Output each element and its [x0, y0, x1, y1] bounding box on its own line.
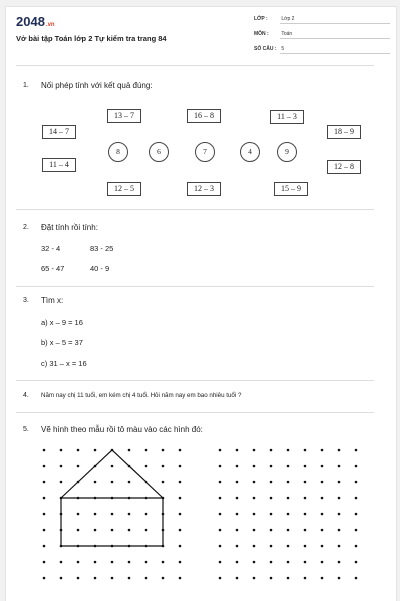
grid-dot	[304, 529, 307, 532]
grid-dot	[111, 513, 114, 516]
grid-dot	[236, 449, 239, 452]
grid-dot	[145, 465, 148, 468]
grid-dot	[304, 513, 307, 516]
grid-dot	[270, 561, 273, 564]
grid-dot	[321, 561, 324, 564]
grid-dot	[60, 449, 63, 452]
result-circle[interactable]: 9	[277, 142, 297, 162]
result-circle[interactable]: 7	[195, 142, 215, 162]
grid-dot	[179, 577, 182, 580]
grid-dot	[355, 545, 358, 548]
grid-dot	[145, 449, 148, 452]
expr-box[interactable]: 12 – 8	[327, 160, 361, 174]
meta-class-label: LỚP :	[254, 16, 268, 22]
grid-dot	[338, 497, 341, 500]
grid-dot	[253, 481, 256, 484]
q4-number: 4.	[23, 392, 29, 399]
grid-dot	[321, 577, 324, 580]
grid-dot	[236, 577, 239, 580]
grid-dot	[287, 497, 290, 500]
grid-dot	[304, 577, 307, 580]
expr-box[interactable]: 14 – 7	[42, 125, 76, 139]
grid-dot	[179, 465, 182, 468]
grid-dot	[43, 449, 46, 452]
grid-dot	[128, 577, 131, 580]
grid-dot	[253, 577, 256, 580]
q2-item: 83 - 25	[90, 244, 114, 253]
grid-dot	[287, 481, 290, 484]
q2-item: 40 - 9	[90, 264, 110, 273]
grid-dot	[219, 449, 222, 452]
grid-dot	[94, 577, 97, 580]
grid-dot	[270, 449, 273, 452]
grid-dot	[236, 465, 239, 468]
grid-dot	[338, 465, 341, 468]
dot-grid-drawing-area[interactable]	[212, 442, 362, 582]
grid-dot	[94, 513, 97, 516]
grid-dot	[162, 449, 165, 452]
expr-box[interactable]: 15 – 9	[274, 182, 308, 196]
grid-dot	[236, 497, 239, 500]
grid-dot	[43, 513, 46, 516]
expr-box[interactable]: 13 – 7	[107, 109, 141, 123]
grid-dot	[321, 481, 324, 484]
grid-dot	[253, 561, 256, 564]
grid-dot	[179, 449, 182, 452]
grid-dot	[43, 481, 46, 484]
grid-dot	[338, 449, 341, 452]
meta-subject-value: Toán	[281, 31, 293, 37]
grid-dot	[111, 561, 114, 564]
meta-subject-label: MÔN :	[254, 31, 269, 37]
grid-dot	[270, 577, 273, 580]
q1-text: Nối phép tính với kết quả đúng:	[41, 81, 153, 90]
grid-dot	[355, 497, 358, 500]
q2-item: 32 - 4	[41, 244, 61, 253]
grid-dot	[287, 449, 290, 452]
grid-dot	[162, 465, 165, 468]
grid-dot	[60, 481, 63, 484]
grid-dot	[355, 481, 358, 484]
grid-dot	[304, 465, 307, 468]
grid-dot	[128, 561, 131, 564]
grid-dot	[77, 561, 80, 564]
grid-dot	[77, 577, 80, 580]
grid-dot	[236, 545, 239, 548]
meta-count-value: 5	[281, 46, 285, 52]
grid-dot	[145, 513, 148, 516]
q4-text: Năm nay chị 11 tuổi, em kém chị 4 tuổi. Hỏi năm nay em bao nhiêu tuổi ?	[41, 392, 242, 399]
grid-dot	[94, 529, 97, 532]
grid-dot	[145, 561, 148, 564]
section-divider	[16, 286, 374, 287]
grid-dot	[219, 561, 222, 564]
grid-dot	[270, 497, 273, 500]
expr-box[interactable]: 12 – 3	[187, 182, 221, 196]
meta-count-label: SỐ CÂU :	[254, 46, 277, 52]
grid-dot	[43, 529, 46, 532]
house-shape	[61, 450, 163, 546]
grid-dot	[111, 529, 114, 532]
q3-text: Tìm x:	[41, 296, 64, 305]
grid-dot	[179, 513, 182, 516]
q3-item: a) x – 9 = 16	[41, 318, 83, 327]
q2-number: 2.	[23, 224, 29, 231]
grid-dot	[94, 561, 97, 564]
grid-dot	[270, 513, 273, 516]
grid-dot	[253, 513, 256, 516]
grid-dot	[128, 449, 131, 452]
q3-item: c) 31 – x = 16	[41, 359, 87, 368]
grid-dot	[287, 529, 290, 532]
grid-dot	[355, 465, 358, 468]
grid-dot	[162, 561, 165, 564]
result-circle[interactable]: 6	[149, 142, 169, 162]
grid-dot	[219, 577, 222, 580]
grid-dot	[60, 561, 63, 564]
grid-dot	[355, 561, 358, 564]
grid-dot	[338, 545, 341, 548]
expr-box[interactable]: 11 – 3	[270, 110, 304, 124]
grid-dot	[270, 545, 273, 548]
site-logo[interactable]: 2048.vn	[16, 14, 55, 29]
grid-dot	[111, 577, 114, 580]
expr-box[interactable]: 18 – 9	[327, 125, 361, 139]
expr-box[interactable]: 16 – 8	[187, 109, 221, 123]
grid-dot	[162, 481, 165, 484]
grid-dot	[355, 529, 358, 532]
grid-dot	[43, 561, 46, 564]
grid-dot	[77, 529, 80, 532]
grid-dot	[128, 513, 131, 516]
grid-dot	[162, 577, 165, 580]
grid-dot	[219, 545, 222, 548]
grid-dot	[179, 561, 182, 564]
q2-item: 65 - 47	[41, 264, 65, 273]
grid-dot	[321, 529, 324, 532]
grid-dot	[77, 513, 80, 516]
result-circle[interactable]: 8	[108, 142, 128, 162]
q3-item: b) x – 5 = 37	[41, 338, 83, 347]
grid-dot	[253, 497, 256, 500]
grid-dot	[77, 465, 80, 468]
grid-dot	[321, 497, 324, 500]
grid-dot	[219, 481, 222, 484]
grid-dot	[94, 481, 97, 484]
grid-dot	[60, 577, 63, 580]
grid-dot	[321, 465, 324, 468]
section-divider	[16, 209, 374, 210]
expr-box[interactable]: 11 – 4	[42, 158, 76, 172]
grid-dot	[94, 449, 97, 452]
grid-dot	[321, 545, 324, 548]
dot-grid-model	[36, 442, 186, 582]
q2-text: Đặt tính rồi tính:	[41, 223, 98, 232]
grid-dot	[304, 481, 307, 484]
grid-dot	[321, 513, 324, 516]
grid-dot	[253, 545, 256, 548]
grid-dot	[236, 561, 239, 564]
grid-dot	[128, 481, 131, 484]
grid-dot	[287, 577, 290, 580]
result-circle[interactable]: 4	[240, 142, 260, 162]
grid-dot	[287, 561, 290, 564]
grid-dot	[253, 529, 256, 532]
grid-dot	[43, 497, 46, 500]
grid-dot	[338, 513, 341, 516]
grid-dot	[236, 481, 239, 484]
grid-dot	[338, 529, 341, 532]
grid-dot	[219, 465, 222, 468]
grid-dot	[43, 545, 46, 548]
grid-dot	[270, 529, 273, 532]
grid-dot	[219, 513, 222, 516]
grid-dot	[253, 465, 256, 468]
grid-dot	[219, 497, 222, 500]
grid-dot	[338, 561, 341, 564]
grid-dot	[43, 465, 46, 468]
grid-dot	[43, 577, 46, 580]
grid-dot	[111, 465, 114, 468]
q5-text: Vẽ hình theo mẫu rồi tô màu vào các hình đó:	[41, 425, 203, 434]
grid-dot	[304, 561, 307, 564]
section-divider	[16, 380, 374, 381]
q3-number: 3.	[23, 297, 29, 304]
grid-dot	[111, 481, 114, 484]
grid-dot	[304, 545, 307, 548]
grid-dot	[304, 449, 307, 452]
grid-dot	[270, 465, 273, 468]
grid-dot	[236, 513, 239, 516]
grid-dot	[287, 545, 290, 548]
page-title: Vở bài tập Toán lớp 2 Tự kiểm tra trang 84	[16, 34, 167, 43]
grid-dot	[287, 465, 290, 468]
grid-dot	[145, 577, 148, 580]
q5-number: 5.	[23, 426, 29, 433]
section-divider	[16, 412, 374, 413]
grid-dot	[270, 481, 273, 484]
grid-dot	[355, 449, 358, 452]
grid-dot	[287, 513, 290, 516]
grid-dot	[321, 449, 324, 452]
grid-dot	[179, 481, 182, 484]
grid-dot	[253, 449, 256, 452]
grid-dot	[338, 577, 341, 580]
grid-dot	[236, 529, 239, 532]
grid-dot	[219, 529, 222, 532]
grid-dot	[179, 497, 182, 500]
grid-dot	[77, 449, 80, 452]
grid-dot	[145, 529, 148, 532]
grid-dot	[60, 465, 63, 468]
expr-box[interactable]: 12 – 5	[107, 182, 141, 196]
q1-number: 1.	[23, 82, 29, 89]
grid-dot	[355, 513, 358, 516]
grid-dot	[179, 545, 182, 548]
grid-dot	[338, 481, 341, 484]
grid-dot	[179, 529, 182, 532]
grid-dot	[304, 497, 307, 500]
meta-class-value: Lớp 2	[281, 16, 295, 22]
grid-dot	[128, 529, 131, 532]
grid-dot	[355, 577, 358, 580]
